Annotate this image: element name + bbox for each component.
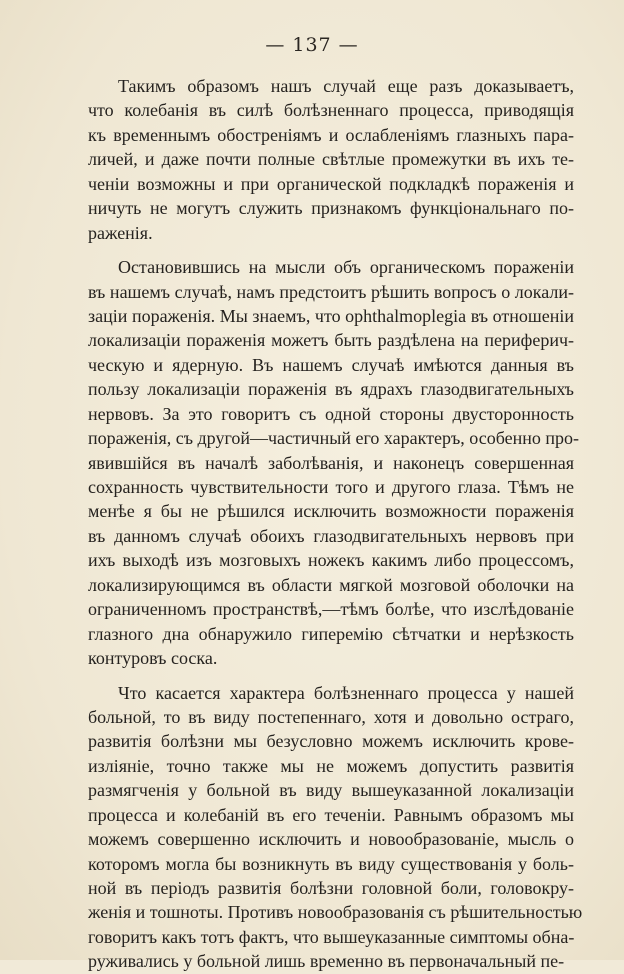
text-line: въ нашемъ случаѣ, намъ предстоитъ рѣшить вопросъ о локали- xyxy=(88,281,574,302)
paragraph xyxy=(88,681,583,974)
text-line: изліяніе, точно также мы не можемъ допустить развитія xyxy=(88,755,574,776)
text-line: размягченія у больной въ виду вышеуказанной локализаціи xyxy=(88,780,574,801)
text-line: къ временнымъ обостреніямъ и ослабленіямъ глазныхъ пара- xyxy=(88,124,574,145)
text-line: развитія болѣзни мы безусловно можемъ исключить крове- xyxy=(88,731,574,752)
text-line: раженія. xyxy=(88,222,153,243)
text-line: Такимъ образомъ нашъ случай еще разъ доказываетъ, xyxy=(118,76,574,96)
text-line: можемъ совершенно исключить и новообразованіе, мысль о xyxy=(88,829,574,850)
text-line: локализаціи пораженія можетъ быть раздѣлена на периферич- xyxy=(88,330,574,351)
body-text xyxy=(88,74,583,974)
text-line: менѣе я бы не рѣшился исключить возможности пораженія xyxy=(88,501,574,522)
text-line: глазного дна обнаружило гиперемію сѣтчатки и нерѣзкость xyxy=(88,623,574,644)
text-line: больной, то въ виду постепеннаго, хотя и довольно остраго, xyxy=(88,706,574,727)
text-line: ихъ выходѣ изъ мозговыхъ ножекъ какимъ либо процессомъ, xyxy=(88,550,574,571)
page-number: — 137 — xyxy=(265,34,359,56)
paragraph xyxy=(88,74,574,245)
text-line: сохранность чувствительности того и другого глаза. Тѣмъ не xyxy=(88,477,574,497)
text-line: локализирующимся въ области мягкой мозговой оболочки на xyxy=(88,574,574,595)
text-line: ограниченномъ пространствѣ,—тѣмъ болѣе, что изслѣдованіе xyxy=(88,599,574,620)
text-line: личей, и даже почти полные свѣтлые промежутки въ ихъ те- xyxy=(88,149,574,170)
text-line: заціи пораженія. Мы знаемъ, что ophthalmoplegia въ отношеніи xyxy=(88,305,574,326)
text-line: ченіи возможны и при органической подкладкѣ пораженія и xyxy=(88,173,574,194)
text-line: пользу локализаціи пораженія въ ядрахъ глазодвигательныхъ xyxy=(88,379,574,400)
text-line: ничуть не могутъ служить признакомъ функціональнаго по- xyxy=(88,198,574,219)
text-line: Остановившись на мысли объ органическомъ пораженіи xyxy=(118,257,574,278)
paragraph xyxy=(88,255,580,670)
text-line: ческую и ядерную. Въ нашемъ случаѣ имѣются данныя въ xyxy=(88,354,574,375)
text-line: пораженія, съ другой—частичный его характеръ, особенно про- xyxy=(88,428,580,449)
text-line: контуровъ соска. xyxy=(88,648,218,669)
text-line: что колебанія въ силѣ болѣзненнаго процесса, приводящія xyxy=(88,100,574,121)
text-line: говоритъ какъ тотъ фактъ, что вышеуказанные симптомы обна- xyxy=(88,926,575,947)
text-line: нервовъ. За это говоритъ съ одной стороны двусторонность xyxy=(88,403,574,424)
text-line: женія и тошноты. Противъ новообразованія съ рѣшительностью xyxy=(88,902,583,923)
text-line: ной въ періодъ развитія болѣзни головной боли, головокру- xyxy=(88,878,574,898)
text-line: руживались у больной лишь временно въ первоначальный пе- xyxy=(88,951,565,972)
text-line: явившійся въ началѣ заболѣванія, и наконецъ совершенная xyxy=(88,452,574,473)
text-line: которомъ могла бы возникнуть въ виду существованія у боль- xyxy=(88,853,574,874)
text-line: процесса и колебаній въ его теченіи. Равнымъ образомъ мы xyxy=(88,804,574,825)
text-line: въ данномъ случаѣ обоихъ глазодвигательныхъ нервовъ при xyxy=(88,525,574,546)
text-line: Что касается характера болѣзненнаго процесса у нашей xyxy=(118,682,574,703)
